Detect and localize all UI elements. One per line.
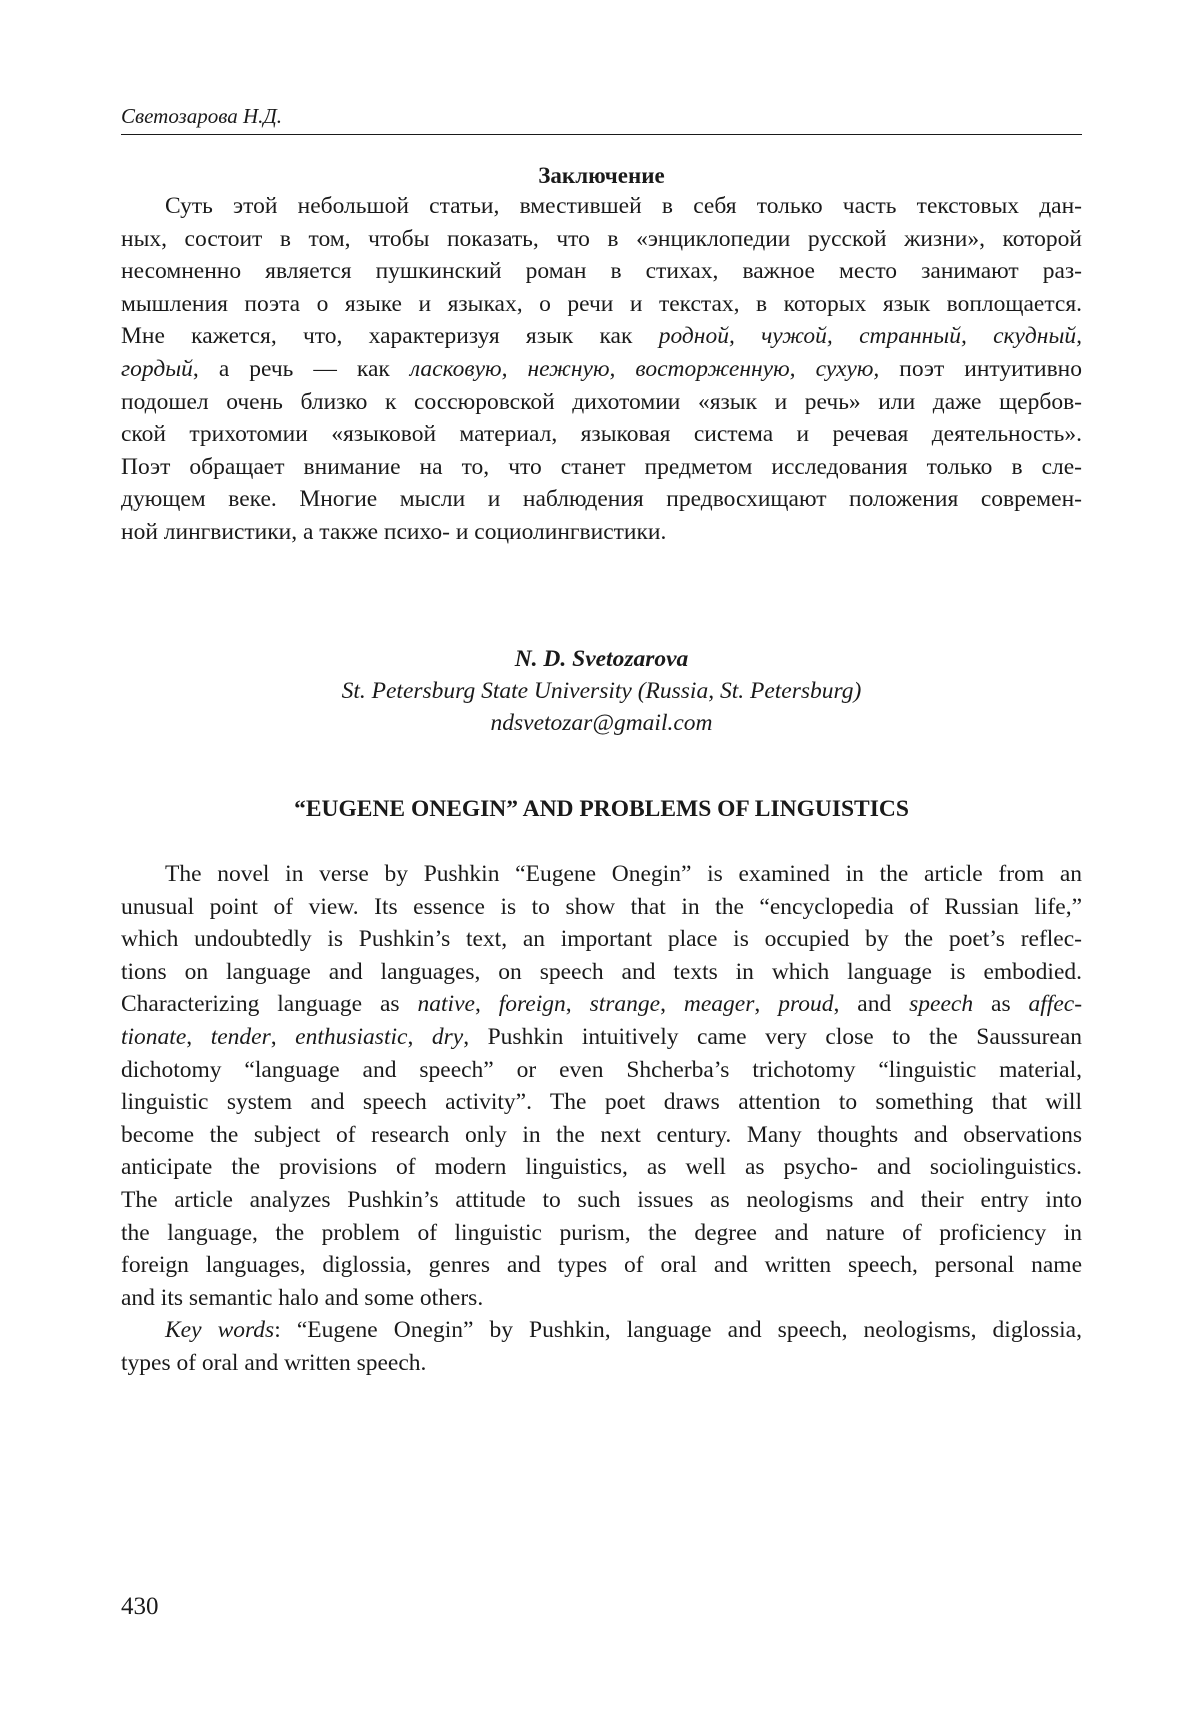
article-title: “EUGENE ONEGIN” AND PROBLEMS OF LINGUISTICS [294, 796, 909, 822]
text-run: , [660, 991, 684, 1018]
text-line: подошел очень близко к соссюровской дихотомии «язык и речь» или даже щербов- [121, 388, 1082, 415]
text-run-italic: гордый [121, 355, 193, 382]
text-line: ской трихотомии «языковой материал, языковая система и речевая деятельность». [121, 421, 1082, 448]
conclusion-paragraph [121, 190, 1082, 549]
author-block [121, 643, 1082, 739]
text-run-italic: родной, чужой, странный, скудный, [658, 323, 1083, 350]
text-run: Мне кажется, что, характеризуя язык как [121, 323, 659, 350]
text-run-italic: tionate [121, 1023, 187, 1050]
conclusion-heading: Заключение [538, 163, 665, 188]
text-run-italic: affec- [1028, 991, 1083, 1018]
text-line [121, 988, 1082, 1021]
keywords-label: Key words [165, 1317, 275, 1344]
text-line: The novel in verse by Pushkin “Eugene Onegin” is examined in the article from an [165, 861, 1082, 887]
text-run-italic: ласковую, нежную, восторженную, сухую, [409, 355, 880, 382]
text-run-italic: meager [683, 991, 755, 1018]
text-line: несомненно является пушкинский роман в стихах, важное место занимают раз- [121, 258, 1082, 285]
text-line: the language, the problem of linguistic purism, the degree and nature of proficiency in [121, 1219, 1082, 1246]
text-line: мышления поэта о языке и языках, о речи и текстах, в которых язык воплощается. [121, 290, 1082, 317]
author-affiliation: St. Petersburg State University (Russia, St. Petersburg) [341, 678, 862, 704]
text-run: , and [833, 991, 910, 1018]
text-run: , [407, 1023, 432, 1050]
text-line: dichotomy “language and speech” or even Shcherba’s trichotomy “linguistic material, [121, 1056, 1082, 1083]
author-email: ndsvetozar@gmail.com [490, 710, 713, 736]
text-line: Суть этой небольшой статьи, вместившей в себя только часть текстовых дан- [165, 193, 1082, 219]
text-line: ной лингвистики, а также психо- и социолингвистики. [121, 518, 667, 545]
text-run-italic: dry [431, 1023, 464, 1050]
text-run: , [270, 1023, 296, 1050]
text-run: Characterizing language as [121, 991, 418, 1018]
text-line: become the subject of research only in the next century. Many thoughts and observations [121, 1121, 1082, 1148]
text-line: anticipate the provisions of modern linguistics, as well as psycho- and sociolinguistics. [121, 1154, 1082, 1181]
text-run: поэт интуитивно [879, 355, 1082, 382]
text-run: , [565, 991, 590, 1018]
text-line: The article analyzes Pushkin’s attitude to such issues as neologisms and their entry into [121, 1186, 1082, 1213]
text-run-italic: tender [210, 1023, 271, 1050]
running-header: Светозарова Н.Д. [121, 104, 282, 128]
text-line [121, 353, 1082, 386]
abstract-paragraph [121, 858, 1082, 1380]
text-run: , [474, 991, 499, 1018]
text-run: , [754, 991, 779, 1018]
text-run-italic: proud [778, 991, 834, 1018]
keywords-line [121, 1314, 1082, 1347]
header-rule [121, 134, 1082, 135]
text-run: , [186, 1023, 211, 1050]
text-line: Поэт обращает внимание на то, что станет предметом исследования только в сле- [121, 453, 1082, 480]
text-run-italic: foreign [498, 991, 566, 1018]
text-run: : “Eugene Onegin” by Pushkin, language and speech, neologisms, diglossia, [274, 1317, 1082, 1344]
page-number: 430 [121, 1593, 159, 1620]
text-line: and its semantic halo and some others. [121, 1284, 484, 1311]
text-run-italic: enthusiastic [295, 1023, 408, 1050]
text-run: , Pushkin intuitively came very close to the Saussurean [463, 1023, 1083, 1050]
text-line: дующем веке. Многие мысли и наблюдения предвосхищают положения современ- [121, 486, 1082, 513]
text-line [121, 1021, 1082, 1054]
text-line: linguistic system and speech activity”. The poet draws attention to something that will [121, 1089, 1082, 1116]
text-run-italic: speech [909, 991, 974, 1018]
text-line: ных, состоит в том, чтобы показать, что в «энциклопедии русской жизни», которой [121, 225, 1082, 252]
text-run-italic: strange [589, 991, 661, 1018]
text-run-italic: native [417, 991, 475, 1018]
text-line: tions on language and languages, on speech and texts in which language is embodied. [121, 958, 1082, 985]
text-line [121, 320, 1082, 353]
keywords-line: types of oral and written speech. [121, 1349, 427, 1376]
text-line: unusual point of view. Its essence is to show that in the “encyclopedia of Russian life,” [121, 893, 1082, 920]
text-line: which undoubtedly is Pushkin’s text, an important place is occupied by the poet’s reflec- [121, 926, 1082, 953]
text-line: foreign languages, diglossia, genres and types of oral and written speech, personal name [121, 1252, 1082, 1279]
author-name: N. D. Svetozarova [514, 646, 689, 672]
text-run: , а речь — как [192, 355, 410, 382]
text-run: as [973, 991, 1029, 1018]
